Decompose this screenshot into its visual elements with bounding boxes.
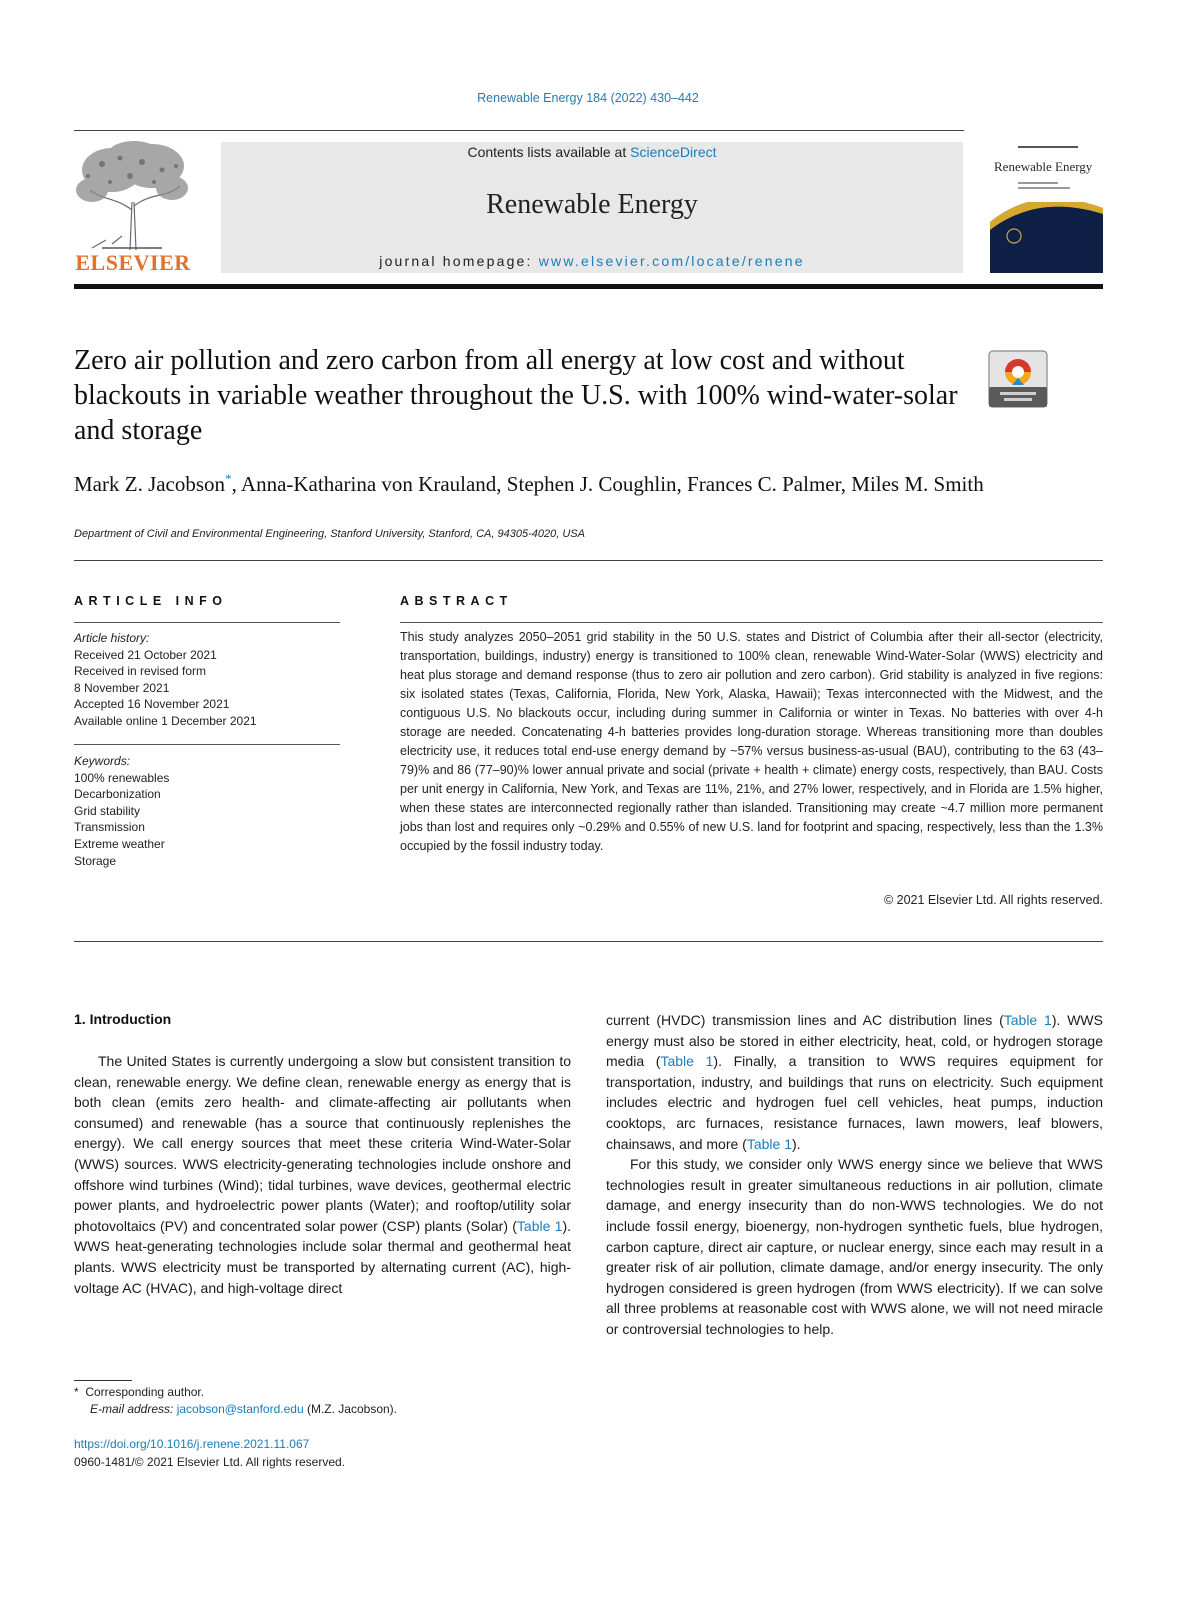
- history-item: Received in revised form: [74, 664, 207, 679]
- keywords-label: Keywords:: [74, 754, 131, 768]
- keyword-item: 100% renewables: [74, 770, 170, 785]
- contents-prefix: Contents lists available at: [467, 144, 631, 160]
- article-history: [74, 630, 344, 730]
- paragraph-text: current (HVDC) transmission lines and AC distribution lines (: [606, 1012, 1004, 1028]
- keyword-item: Decarbonization: [74, 787, 161, 802]
- footnote-rule: [74, 1380, 132, 1381]
- history-item: 8 November 2021: [74, 680, 170, 695]
- paragraph-text: ).: [792, 1135, 801, 1152]
- affiliation: Department of Civil and Environmental Engineering, Stanford University, Stanford, CA, 94305-4020, USA: [74, 528, 585, 540]
- keyword-item: Grid stability: [74, 803, 141, 818]
- corresponding-author-mark[interactable]: *: [225, 471, 232, 486]
- keywords-rule: [74, 744, 340, 745]
- journal-homepage: [221, 253, 963, 269]
- paragraph-text: ). WWS heat-generating technologies include solar thermal and geothermal heat plants. WWS electricity must be transported by alternating current (AC), high-voltage AC (HVAC), and high-voltage direct: [74, 1217, 571, 1296]
- journal-cover[interactable]: [990, 130, 1103, 273]
- body-rule: [74, 941, 1103, 942]
- keywords: [74, 753, 344, 869]
- body-paragraph: [74, 1051, 571, 1298]
- check-for-updates-badge[interactable]: [988, 350, 1048, 408]
- other-authors: , Anna-Katharina von Krauland, Stephen J. Coughlin, Frances C. Palmer, Miles M. Smith: [231, 472, 984, 496]
- body-column-left: [74, 1051, 571, 1298]
- cover-title: Renewable Energy: [994, 159, 1093, 174]
- email-suffix: (M.Z. Jacobson).: [303, 1401, 397, 1416]
- table-1-link[interactable]: Table 1: [516, 1217, 563, 1234]
- abstract-heading: ABSTRACT: [400, 594, 513, 608]
- paragraph-text: ). WWS energy must also be stored in either electricity, heat, cold, or hydrogen storage media (: [606, 1012, 1103, 1070]
- keyword-item: Extreme weather: [74, 836, 165, 851]
- email-note: [74, 1401, 574, 1418]
- abstract-rule: [400, 622, 1103, 623]
- journal-citation[interactable]: Renewable Energy 184 (2022) 430–442: [477, 91, 699, 105]
- publisher-logo-text: ELSEVIER: [75, 250, 191, 275]
- header-thick-rule: [74, 284, 1103, 289]
- body-paragraph: For this study, we consider only WWS energy since we believe that WWS technologies result in greater simultaneous reductions in air pollution, climate damage, and energy insecurity than do non-WWS technologies. We do not include fossil energy, bioenergy, non-hydrogen synthetic fuels, blue hydrogen, carbon capture, direct air capture, or nuclear energy, since each may result in a greater risk of air pollution, climate damage, and/or energy insecurity. The only hydrogen considered is green hydrogen (from WWS electricity). If we can solve all three problems at reasonable cost with WWS alone, we will not need miracle or controversial technologies to help.: [606, 1156, 1103, 1337]
- email-label: E-mail address:: [90, 1401, 177, 1416]
- elsevier-tree-icon: [72, 140, 194, 252]
- article-info-heading: ARTICLE INFO: [74, 594, 228, 608]
- first-author[interactable]: Mark Z. Jacobson: [74, 472, 226, 496]
- abstract-text: This study analyzes 2050–2051 grid stability in the 50 U.S. states and District of Columbia after their all-sector (electricity, transportation, buildings, industry) energy is transitioned to 100% clean, renewable Wind-Water-Solar (WWS) electricity and heat plus storage and demand response (thus to zero air pollution and zero carbon). Grid stability is analyzed in five regions: six isolated states (Texas, California, Florida, New York, Alaska, Hawaii); Texas interconnected with the Midwest, and the contiguous U.S. No blackouts occur, including during summer in California or winter in Texas. No batteries with over 4-h storage are needed. Concatenating 4-h batteries provides long-duration storage. Whereas transitioning more than doubles electricity use, it reduces total end-use energy demand by ~57% versus business-as-usual (BAU), contributing to the 63 (43–79)% and 86 (77–90)% lower annual private and social (private + health + climate) energy costs, respectively, than BAU. Costs per unit energy in California, New York, and Texas are 11%, 21%, and 27% lower, respectively, and in Florida are 1.5% higher, when these states are interconnected regionally rather than islanded. Transitioning may create ~4.7 million more permanent jobs than lost and requires only ~0.29% and 0.55% of new U.S. land for footprint and spacing, respectively, less than the 1.3% occupied by the fossil industry today.: [400, 630, 1103, 853]
- cover-swoosh-icon: [990, 130, 1103, 273]
- check-for-updates-icon: [988, 350, 1048, 408]
- footnote-text: Corresponding author.: [85, 1385, 205, 1399]
- table-1-link[interactable]: Table 1: [746, 1135, 792, 1152]
- affiliation-rule: [74, 560, 1103, 561]
- elsevier-logo[interactable]: [72, 140, 194, 276]
- keyword-item: Transmission: [74, 820, 145, 835]
- footnote-mark: *: [74, 1385, 79, 1399]
- history-label: Article history:: [74, 631, 150, 645]
- paragraph-text: The United States is currently undergoing a slow but consistent transition to clean, renewable energy. We define clean, renewable energy as energy that is both clean (emits zero health- and climate-affecting air pollutants when consumed) and renewable (has a source that continuously replenishes the energy). We call energy sources that meet these criteria Wind-Water-Solar (WWS) sources. WWS electricity-generating technologies include onshore and offshore wind turbines (Wind); tidal turbines, wave devices, geothermal electric power plants, and hydroelectric power plants (Water); and rooftop/utility solar photovoltaics (PV) and concentrated solar power (CSP) plants (Solar) (: [74, 1053, 571, 1234]
- email-link[interactable]: jacobson@stanford.edu: [176, 1401, 304, 1416]
- corresponding-author-note: [74, 1384, 574, 1401]
- contents-availability: [221, 144, 963, 160]
- keyword-item: Storage: [74, 853, 117, 868]
- history-item: Received 21 October 2021: [74, 647, 217, 662]
- table-1-link[interactable]: Table 1: [660, 1053, 714, 1070]
- table-1-link[interactable]: Table 1: [1003, 1012, 1052, 1028]
- homepage-prefix: journal homepage:: [379, 253, 539, 269]
- history-item: Available online 1 December 2021: [74, 713, 257, 728]
- issn-copyright: 0960-1481/© 2021 Elsevier Ltd. All rights reserved.: [74, 1455, 345, 1469]
- history-item: Accepted 16 November 2021: [74, 697, 230, 712]
- homepage-link[interactable]: www.elsevier.com/locate/renene: [538, 253, 805, 269]
- article-info-rule: [74, 622, 340, 623]
- body-paragraph: [606, 1010, 1103, 1154]
- paragraph-text: ). Finally, a transition to WWS requires equipment for transportation, industry, and buildings that runs on electricity. Such equipment includes electric and hydrogen fuel cell vehicles, heat pumps, induction cooktops, arc furnaces, resistance furnaces, lawn mowers, leaf blowers, chainsaws, and more (: [606, 1053, 1103, 1152]
- footnote: [74, 1384, 574, 1417]
- doi-link[interactable]: https://doi.org/10.1016/j.renene.2021.11.067: [74, 1437, 310, 1451]
- journal-masthead: [221, 142, 963, 273]
- sciencedirect-link[interactable]: ScienceDirect: [630, 144, 717, 160]
- journal-name: Renewable Energy: [486, 189, 698, 220]
- abstract-copyright: © 2021 Elsevier Ltd. All rights reserved.: [883, 893, 1103, 907]
- body-column-right: [606, 1010, 1103, 1340]
- author-list: [74, 466, 1074, 497]
- section-heading-introduction: 1. Introduction: [74, 1011, 172, 1027]
- article-title: Zero air pollution and zero carbon from all energy at low cost and without blackouts in variable weather throughout the U.S. with 100% wind-water-solar and storage: [74, 345, 958, 446]
- header-rule: [74, 130, 964, 131]
